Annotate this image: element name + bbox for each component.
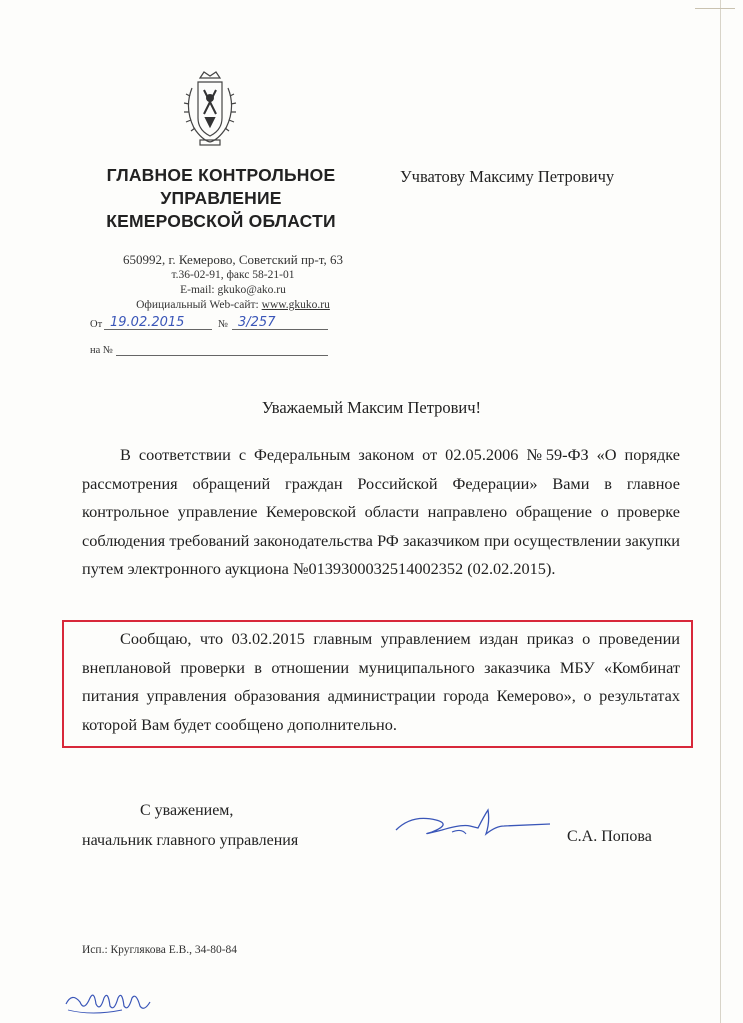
website-label: Официальный Web-сайт: — [136, 299, 262, 311]
body-paragraph-2 — [82, 625, 680, 739]
reference-underline — [116, 355, 328, 356]
handwritten-signature-icon — [392, 806, 552, 840]
ink-scribble-icon — [62, 986, 157, 1018]
org-line-2: УПРАВЛЕНИЕ — [160, 188, 282, 208]
page-edge-line — [720, 0, 721, 1023]
body-paragraph-1 — [82, 441, 680, 584]
website-link[interactable]: www.gkuko.ru — [261, 299, 330, 311]
date-label: От — [90, 319, 103, 330]
registration-number: 3/257 — [238, 315, 276, 330]
org-line-3: КЕМЕРОВСКОЙ ОБЛАСТИ — [106, 211, 336, 231]
contact-block — [80, 252, 386, 313]
signer-position: начальник главного управления — [82, 832, 299, 849]
greeting: Уважаемый Максим Петрович! — [261, 398, 482, 417]
coat-of-arms-icon — [178, 68, 242, 148]
phone-fax: т.36-02-91, факс 58-21-01 — [171, 269, 295, 281]
registration-date: 19.02.2015 — [110, 315, 185, 330]
email-line — [80, 283, 386, 298]
paragraph-2-text: Сообщаю, что 03.02.2015 главным управлением издан приказ о проведении внеплановой проверки в отношении муниципального заказчика МБУ «Комбинат питания управления образования администрации города Кемерово», о результатах которой Вам будет сообщено дополнительно. — [82, 629, 680, 734]
addressee: Учватову Максиму Петровичу — [400, 167, 615, 186]
signer-name: С.А. Попова — [567, 828, 652, 845]
scan-mark — [695, 8, 735, 9]
org-line-1: ГЛАВНОЕ КОНТРОЛЬНОЕ — [106, 165, 336, 185]
signature-block — [82, 796, 298, 856]
number-label: № — [218, 319, 229, 330]
email-value: gkuko@ako.ru — [217, 284, 286, 296]
postal-address: 650992, г. Кемерово, Советский пр-т, 63 — [123, 252, 343, 267]
reference-label: на № — [90, 345, 113, 356]
executor-info: Исп.: Круглякова Е.В., 34-80-84 — [82, 944, 238, 956]
email-label: E-mail: — [180, 284, 218, 296]
paragraph-1-text: В соответствии с Федеральным законом от 02.05.2006 №59-ФЗ «О порядке рассмотрения обращений граждан Российской Федерации» Вами в главное контрольное управление Кемеровской области направлено обращение о проверке соблюдения требований законодательства РФ заказчиком при осуществлении закупки путем электронного аукциона №0139300032514002352 (02.02.2015). — [82, 445, 680, 579]
website-line — [80, 298, 386, 313]
organization-name — [76, 164, 366, 233]
closing-phrase: С уважением, — [140, 802, 234, 819]
